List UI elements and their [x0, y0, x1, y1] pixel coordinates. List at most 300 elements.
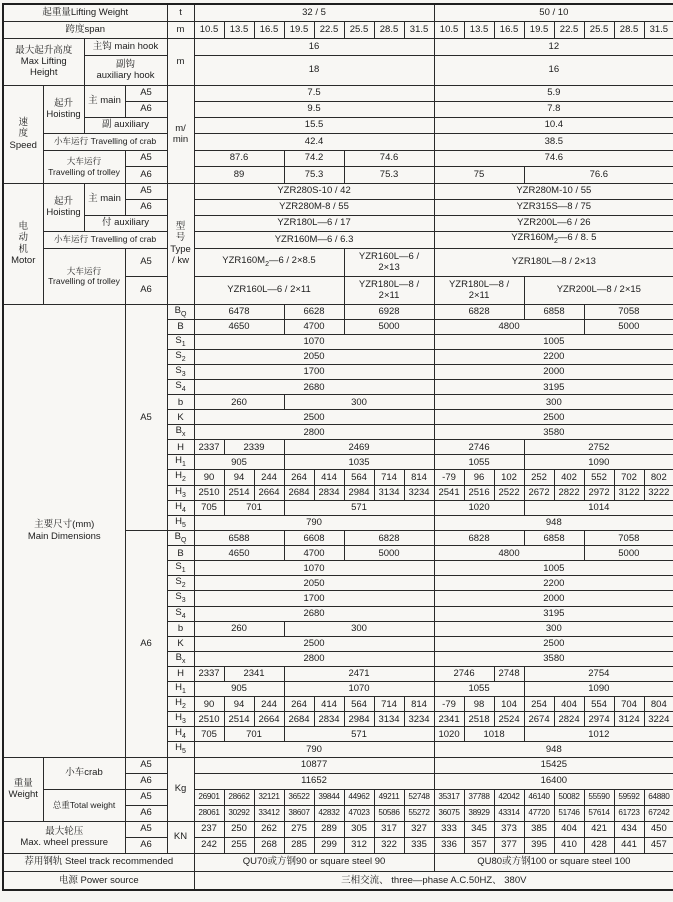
value-cell: 2680 — [194, 606, 434, 621]
unit-cell: 型 号 Type / kw — [167, 183, 194, 304]
value-cell: 404 — [554, 697, 584, 712]
unit-cell: m/ min — [167, 85, 194, 183]
value-cell: 59592 — [614, 789, 644, 805]
value-cell: YZR180L—6 / 17 — [194, 215, 434, 231]
value-cell: 2664 — [254, 712, 284, 727]
table-row — [3, 55, 673, 85]
table-row — [3, 133, 673, 150]
value-cell: 1055 — [434, 455, 524, 470]
value-cell: 6628 — [284, 304, 344, 319]
value-cell: 1018 — [464, 727, 524, 742]
steel-track-label: 荐用钢轨 Steel track recommended — [3, 853, 194, 871]
dim-label: $S_2$ — [167, 349, 194, 364]
value-cell: 2834 — [314, 485, 344, 500]
value-cell: 1020 — [434, 727, 464, 742]
value-cell: 7.5 — [194, 85, 434, 101]
table-row — [3, 248, 673, 276]
value-cell: $YZR160M_2—6 / 2\times 8.5$ — [194, 248, 344, 276]
dim-label: $H_2$ — [167, 697, 194, 712]
table-row — [3, 821, 673, 837]
value-cell: 96 — [464, 470, 494, 485]
duty-a6: A6 — [125, 101, 167, 117]
table-row — [3, 183, 673, 199]
value-cell: 75.3 — [284, 166, 344, 183]
lifting-weight-label: 起重量Lifting Weight — [3, 4, 167, 21]
value-cell: 701 — [224, 727, 284, 742]
value-cell: 564 — [344, 470, 374, 485]
value-cell: 3195 — [434, 380, 673, 395]
value-cell: 571 — [284, 500, 434, 515]
duty-a6: A6 — [125, 199, 167, 215]
duty-a6: A6 — [125, 837, 167, 853]
value-cell: 702 — [614, 470, 644, 485]
value-cell: 5.9 — [434, 85, 673, 101]
value-cell: 75 — [434, 166, 524, 183]
value-cell: 335 — [404, 837, 434, 853]
dim-label: $B_Q$ — [167, 531, 194, 546]
value-cell: 42832 — [314, 805, 344, 821]
value-cell: 242 — [194, 837, 224, 853]
value-cell: 3195 — [434, 606, 673, 621]
value-cell: 428 — [584, 837, 614, 853]
value-cell: 2000 — [434, 591, 673, 606]
value-cell: 47720 — [524, 805, 554, 821]
value-cell: 38.5 — [434, 133, 673, 150]
dim-label: $S_3$ — [167, 364, 194, 379]
dim-label: $H_4$ — [167, 727, 194, 742]
value-cell: 2684 — [284, 712, 314, 727]
duty-a6: A6 — [125, 166, 167, 183]
value-cell: 3234 — [404, 712, 434, 727]
value-cell: 1070 — [284, 681, 434, 696]
table-row — [3, 21, 673, 38]
value-cell: 2674 — [524, 712, 554, 727]
table-row — [3, 789, 673, 805]
table-row — [3, 117, 673, 133]
value-cell: 410 — [554, 837, 584, 853]
value-cell: 1005 — [434, 334, 673, 349]
value-cell: 421 — [584, 821, 614, 837]
value-cell: 705 — [194, 727, 224, 742]
duty-a6: A6 — [125, 531, 167, 758]
value-cell: 36075 — [434, 805, 464, 821]
dim-label: $H_3$ — [167, 712, 194, 727]
value-cell: 6608 — [284, 531, 344, 546]
value-cell: 2337 — [194, 666, 224, 681]
value-cell: 357 — [464, 837, 494, 853]
value-cell: 2800 — [194, 651, 434, 666]
value-cell: 317 — [374, 821, 404, 837]
value-cell: 802 — [644, 470, 673, 485]
value-cell: 10877 — [194, 757, 434, 773]
aux-label: 副 auxiliary — [84, 117, 167, 133]
power-source-label: 电源 Power source — [3, 871, 194, 890]
value-cell: -79 — [434, 470, 464, 485]
hoisting-label: 起升 Hoisting — [43, 183, 84, 231]
value-cell: 2522 — [494, 485, 524, 500]
dim-label: $H_1$ — [167, 455, 194, 470]
value-cell: 16 — [194, 38, 434, 55]
value-cell: YZR280M-10 / 55 — [434, 183, 673, 199]
value-cell: 1700 — [194, 591, 434, 606]
value-cell: 948 — [434, 742, 673, 757]
dim-label: H — [167, 666, 194, 681]
value-cell: 714 — [374, 470, 404, 485]
dim-label: K — [167, 410, 194, 425]
value-cell: 2337 — [194, 440, 224, 455]
value-cell: 2469 — [284, 440, 434, 455]
value-cell: 67242 — [644, 805, 673, 821]
value-cell: 6588 — [194, 531, 284, 546]
value-cell: 1055 — [434, 681, 524, 696]
value-cell: 38929 — [464, 805, 494, 821]
value-cell: 250 — [224, 821, 254, 837]
value-cell: 377 — [494, 837, 524, 853]
total-weight-label: 总重Total weight — [43, 789, 125, 821]
dim-label: $B_x$ — [167, 651, 194, 666]
value-cell: YZR315S—8 / 75 — [434, 199, 673, 215]
dim-label: $S_1$ — [167, 334, 194, 349]
unit-cell: m — [167, 38, 194, 85]
value-cell: 300 — [284, 395, 434, 410]
value-cell: 264 — [284, 697, 314, 712]
value-cell: 28.5 — [374, 21, 404, 38]
value-cell: 55272 — [404, 805, 434, 821]
dim-label: $H_4$ — [167, 500, 194, 515]
value-cell: 44962 — [344, 789, 374, 805]
value-cell: 2500 — [434, 636, 673, 651]
value-cell: 299 — [314, 837, 344, 853]
crab-travel-label: 小车运行 Travelling of crab — [43, 133, 167, 150]
value-cell: -79 — [434, 697, 464, 712]
value-cell: 7.8 — [434, 101, 673, 117]
main-label: 主 main — [84, 85, 125, 117]
value-cell: 102 — [494, 470, 524, 485]
value-cell: 404 — [554, 821, 584, 837]
speed-section-label: 速 度 Speed — [3, 85, 43, 183]
value-cell: YZR160M—6 / 6.3 — [194, 231, 434, 248]
value-cell: 336 — [434, 837, 464, 853]
value-cell: 2684 — [284, 485, 314, 500]
value-cell: 2800 — [194, 425, 434, 440]
value-cell: 10.5 — [434, 21, 464, 38]
wheel-pressure-label: 最大轮压 Max. wheel pressure — [3, 821, 125, 853]
value-cell: 2200 — [434, 576, 673, 591]
value-cell: 790 — [194, 742, 434, 757]
value-cell: 3580 — [434, 425, 673, 440]
value-cell: 89 — [194, 166, 284, 183]
unit-cell: t — [167, 4, 194, 21]
value-cell: 1005 — [434, 561, 673, 576]
value-cell: 285 — [284, 837, 314, 853]
crane-spec-table — [2, 3, 673, 891]
value-cell: 1035 — [284, 455, 434, 470]
value-cell: 1090 — [524, 681, 673, 696]
max-lifting-height-label: 最大起升高度 Max Lifting Height — [3, 38, 84, 85]
value-cell: 31.5 — [644, 21, 673, 38]
trolley-travel-label: 大车运行 Travelling of trolley — [43, 150, 125, 183]
value-cell: 414 — [314, 697, 344, 712]
main-hook-label: 主钩 main hook — [84, 38, 167, 55]
motor-section-label: 电 动 机 Motor — [3, 183, 43, 304]
unit-cell: Kg — [167, 757, 194, 821]
value-cell: 244 — [254, 697, 284, 712]
value-cell: 50082 — [554, 789, 584, 805]
value-cell: 16 — [434, 55, 673, 85]
dim-label: H — [167, 440, 194, 455]
value-cell: 571 — [284, 727, 434, 742]
value-cell: 705 — [194, 500, 224, 515]
value-cell: 701 — [224, 500, 284, 515]
value-cell: 74.2 — [284, 150, 344, 166]
value-cell: 4800 — [434, 319, 584, 334]
value-cell: 22.5 — [554, 21, 584, 38]
value-cell: 2339 — [224, 440, 284, 455]
value-cell: 43314 — [494, 805, 524, 821]
value-cell: YZR180L—8 / 2×11 — [434, 276, 524, 304]
value-cell: 434 — [614, 821, 644, 837]
value-cell: 4700 — [284, 546, 344, 561]
value-cell: YZR180L—8 / 2×13 — [434, 248, 673, 276]
value-cell: 15425 — [434, 757, 673, 773]
value-cell: 52748 — [404, 789, 434, 805]
dim-label: $S_2$ — [167, 576, 194, 591]
table-row — [3, 853, 673, 871]
value-cell: 1700 — [194, 364, 434, 379]
value-cell: 6478 — [194, 304, 284, 319]
value-cell: 42042 — [494, 789, 524, 805]
value-cell: 7058 — [584, 531, 673, 546]
value-cell: 300 — [434, 621, 673, 636]
value-cell: 260 — [194, 395, 284, 410]
value-cell: 1090 — [524, 455, 673, 470]
crab-weight-label: 小车crab — [43, 757, 125, 789]
value-cell: 2664 — [254, 485, 284, 500]
value-cell: 244 — [254, 470, 284, 485]
main-label: 主 main — [84, 183, 125, 215]
value-cell: 57614 — [584, 805, 614, 821]
value-cell: 76.6 — [524, 166, 673, 183]
value-cell: 2746 — [434, 440, 524, 455]
value-cell: 2974 — [584, 712, 614, 727]
value-cell: 300 — [284, 621, 434, 636]
value-cell: 12 — [434, 38, 673, 55]
value-cell: 564 — [344, 697, 374, 712]
value-cell: 373 — [494, 821, 524, 837]
value-cell: 6928 — [344, 304, 434, 319]
value-cell: YZR160L—6 / 2×13 — [344, 248, 434, 276]
value-cell: 31.5 — [404, 21, 434, 38]
table-row — [3, 150, 673, 166]
value-cell: 2752 — [524, 440, 673, 455]
value-cell: 2541 — [434, 485, 464, 500]
value-cell: 2514 — [224, 712, 254, 727]
value-cell: 2200 — [434, 349, 673, 364]
value-cell: 4700 — [284, 319, 344, 334]
duty-a5: A5 — [125, 183, 167, 199]
value-cell: 255 — [224, 837, 254, 853]
value-cell: QU70或方钢90 or square steel 90 — [194, 853, 434, 871]
value-cell: 905 — [194, 455, 284, 470]
dim-label: K — [167, 636, 194, 651]
value-cell: 2984 — [344, 712, 374, 727]
value-cell: 2972 — [584, 485, 614, 500]
value-cell: QU80或方钢100 or square steel 100 — [434, 853, 673, 871]
duty-a5: A5 — [125, 789, 167, 805]
dim-label: $H_3$ — [167, 485, 194, 500]
duty-a5: A5 — [125, 85, 167, 101]
value-cell: 2984 — [344, 485, 374, 500]
value-cell: 6828 — [344, 531, 434, 546]
value-cell: 38607 — [284, 805, 314, 821]
value-cell: 2050 — [194, 576, 434, 591]
weight-section-label: 重量 Weight — [3, 757, 43, 821]
value-cell: 264 — [284, 470, 314, 485]
value-cell: YZR280M-8 / 55 — [194, 199, 434, 215]
dim-label: B — [167, 546, 194, 561]
value-cell: YZR160L—6 / 2×11 — [194, 276, 344, 304]
unit-cell: m — [167, 21, 194, 38]
aux-label: 付 auxiliary — [84, 215, 167, 231]
crab-travel-label: 小车运行 Travelling of crab — [43, 231, 167, 248]
value-cell: 312 — [344, 837, 374, 853]
value-cell: 28662 — [224, 789, 254, 805]
value-cell: 395 — [524, 837, 554, 853]
value-cell: 32121 — [254, 789, 284, 805]
value-cell: 9.5 — [194, 101, 434, 117]
value-cell: 289 — [314, 821, 344, 837]
value-cell: YZR280S-10 / 42 — [194, 183, 434, 199]
value-cell: 322 — [374, 837, 404, 853]
duty-a5: A5 — [125, 821, 167, 837]
value-cell: 10.5 — [194, 21, 224, 38]
value-cell: 5000 — [344, 319, 434, 334]
value-cell: 64880 — [644, 789, 673, 805]
duty-a5: A5 — [125, 757, 167, 773]
value-cell: 2834 — [314, 712, 344, 727]
value-cell: 47023 — [344, 805, 374, 821]
value-cell: 260 — [194, 621, 284, 636]
value-cell: 948 — [434, 515, 673, 530]
table-row — [3, 215, 673, 231]
value-cell: 2514 — [224, 485, 254, 500]
value-cell: 2050 — [194, 349, 434, 364]
value-cell: 2516 — [464, 485, 494, 500]
value-cell: 49211 — [374, 789, 404, 805]
main-dimensions-label: 主要尺寸(mm) Main Dimensions — [3, 304, 125, 757]
value-cell: 90 — [194, 697, 224, 712]
value-cell: 327 — [404, 821, 434, 837]
value-cell: 10.4 — [434, 117, 673, 133]
value-cell: 28.5 — [614, 21, 644, 38]
dim-label: $H_5$ — [167, 742, 194, 757]
value-cell: 814 — [404, 470, 434, 485]
value-cell: 2500 — [434, 410, 673, 425]
value-cell: 2000 — [434, 364, 673, 379]
duty-a6: A6 — [125, 805, 167, 821]
value-cell: 790 — [194, 515, 434, 530]
value-cell: 1012 — [524, 727, 673, 742]
span-label: 跨度span — [3, 21, 167, 38]
value-cell: 552 — [584, 470, 614, 485]
value-cell: YZR200L—6 / 26 — [434, 215, 673, 231]
value-cell: 26901 — [194, 789, 224, 805]
value-cell: 28061 — [194, 805, 224, 821]
value-cell: 450 — [644, 821, 673, 837]
value-cell: 252 — [524, 470, 554, 485]
value-cell: 402 — [554, 470, 584, 485]
value-cell: 50586 — [374, 805, 404, 821]
value-cell: 74.6 — [434, 150, 673, 166]
value-cell: 5000 — [344, 546, 434, 561]
value-cell: 457 — [644, 837, 673, 853]
value-cell: YZR180L—8 / 2×11 — [344, 276, 434, 304]
value-cell: 441 — [614, 837, 644, 853]
value-cell: 36522 — [284, 789, 314, 805]
value-cell: 16.5 — [494, 21, 524, 38]
value-cell: 3224 — [644, 712, 673, 727]
value-cell: 19.5 — [284, 21, 314, 38]
dim-label: B — [167, 319, 194, 334]
table-row — [3, 4, 673, 21]
table-row — [3, 871, 673, 890]
trolley-travel-label: 大车运行 Travelling of trolley — [43, 248, 125, 304]
value-cell: 94 — [224, 470, 254, 485]
value-cell: 254 — [524, 697, 554, 712]
value-cell: 237 — [194, 821, 224, 837]
value-cell: 87.6 — [194, 150, 284, 166]
value-cell: 三相交流、 three—phase A.C.50HZ、 380V — [194, 871, 673, 890]
value-cell: 42.4 — [194, 133, 434, 150]
value-cell: 704 — [614, 697, 644, 712]
value-cell: 22.5 — [314, 21, 344, 38]
value-cell: 554 — [584, 697, 614, 712]
value-cell: 3122 — [614, 485, 644, 500]
dim-label: $S_4$ — [167, 380, 194, 395]
value-cell: 2341 — [434, 712, 464, 727]
value-cell: 2822 — [554, 485, 584, 500]
value-cell: 275 — [284, 821, 314, 837]
value-cell: 6828 — [434, 304, 524, 319]
value-cell: 15.5 — [194, 117, 434, 133]
dim-label: $H_5$ — [167, 515, 194, 530]
value-cell: 3234 — [404, 485, 434, 500]
value-cell: 13.5 — [464, 21, 494, 38]
value-cell: 16.5 — [254, 21, 284, 38]
value-cell: 37788 — [464, 789, 494, 805]
value-cell: 2746 — [434, 666, 494, 681]
dim-label: $B_Q$ — [167, 304, 194, 319]
value-cell: 98 — [464, 697, 494, 712]
value-cell: 3134 — [374, 485, 404, 500]
value-cell: 61723 — [614, 805, 644, 821]
value-cell: 32 / 5 — [194, 4, 434, 21]
value-cell: $YZR160M_2—6 / 8$. 5 — [434, 231, 673, 248]
dim-label: $H_2$ — [167, 470, 194, 485]
value-cell: 2500 — [194, 410, 434, 425]
value-cell: 804 — [644, 697, 673, 712]
aux-hook-label: 副钩 auxiliary hook — [84, 55, 167, 85]
dim-label: $S_1$ — [167, 561, 194, 576]
value-cell: 16400 — [434, 773, 673, 789]
hoisting-label: 起升 Hoisting — [43, 85, 84, 133]
value-cell: 46140 — [524, 789, 554, 805]
value-cell: 50 / 10 — [434, 4, 673, 21]
value-cell: 39844 — [314, 789, 344, 805]
value-cell: 7058 — [584, 304, 673, 319]
dim-label: $S_4$ — [167, 606, 194, 621]
duty-a6: A6 — [125, 773, 167, 789]
